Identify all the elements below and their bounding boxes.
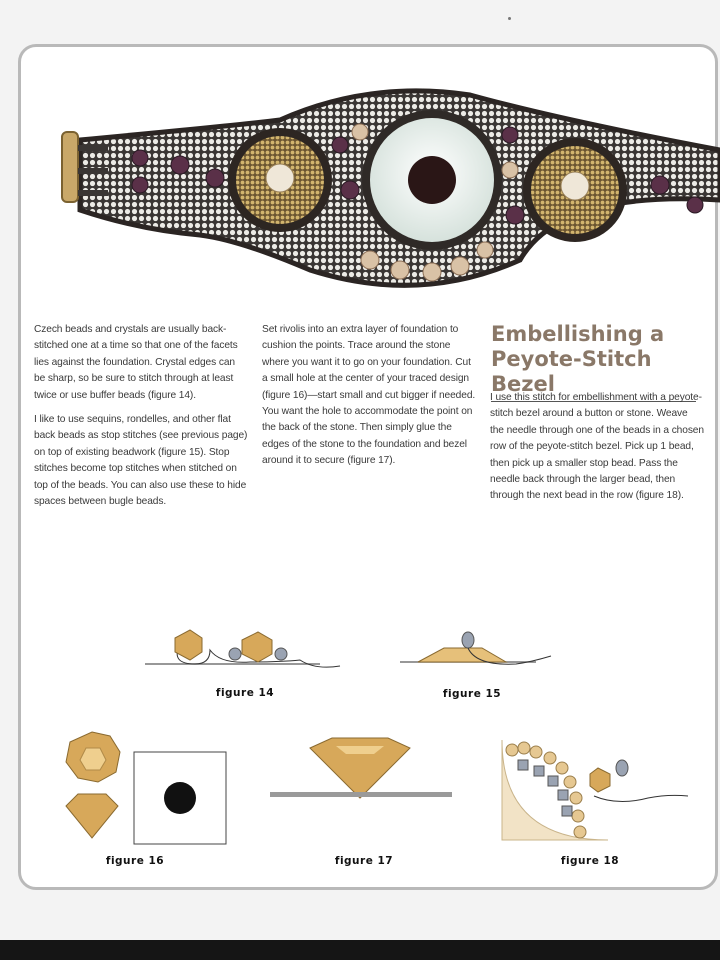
text-column-2 — [262, 322, 476, 478]
figure-15-caption: figure 15 — [442, 688, 502, 700]
section-heading: Embellishing a Peyote-Stitch Bezel — [491, 322, 696, 402]
paragraph: I use this stitch for embellishment with a peyote-stitch bezel around a button or stone. Weave the needle through one of the beads in a chosen row of the peyote-stitch bezel. Pick up 1 bead, then pick up a smaller stop bead. Pass the needle back through the larger bead, then through the next bead in the row (figure 18). — [490, 392, 704, 502]
scan-speck — [508, 17, 511, 20]
figure-17-caption: figure 17 — [334, 855, 394, 867]
figure-18-caption: figure 18 — [560, 855, 620, 867]
paragraph: Czech beads and crystals are usually back-stitched one at a time so that one of the facets lies against the foundation. Crystal edges can be sharp, so be sure to stitch through at least twice or use buffer beads (figure 14). — [34, 324, 238, 401]
bracelet-photo — [40, 40, 720, 310]
figure-15-illustration — [396, 626, 556, 676]
figure-17-illustration — [266, 736, 456, 816]
text-column-3 — [490, 390, 704, 513]
figure-16-illustration — [60, 730, 230, 850]
figure-14-caption: figure 14 — [215, 687, 275, 699]
figure-18-illustration — [498, 736, 698, 846]
scan-edge — [0, 940, 720, 960]
text-column-1 — [34, 322, 248, 518]
figure-14-illustration — [140, 622, 350, 682]
paragraph: Set rivolis into an extra layer of foundation to cushion the points. Trace around the stone where you want it to go on your foundation. Cut a small hole at the center of your traced design (figure 16)—start small and cut bigger if needed. You want the hole to accommodate the point on the back of the stone. Then simply glue the edges of the stone to the foundation and bezel around it to secure (figure 17). — [262, 324, 476, 467]
paragraph: I like to use sequins, rondelles, and other flat back beads as stop stitches (see previous page) on top of existing beadwork (figure 15). Stop stitches become top stitches when stitched on top of the beads. You can also use these to hide spaces between bugle beads. — [34, 414, 248, 508]
figure-16-caption: figure 16 — [105, 855, 165, 867]
